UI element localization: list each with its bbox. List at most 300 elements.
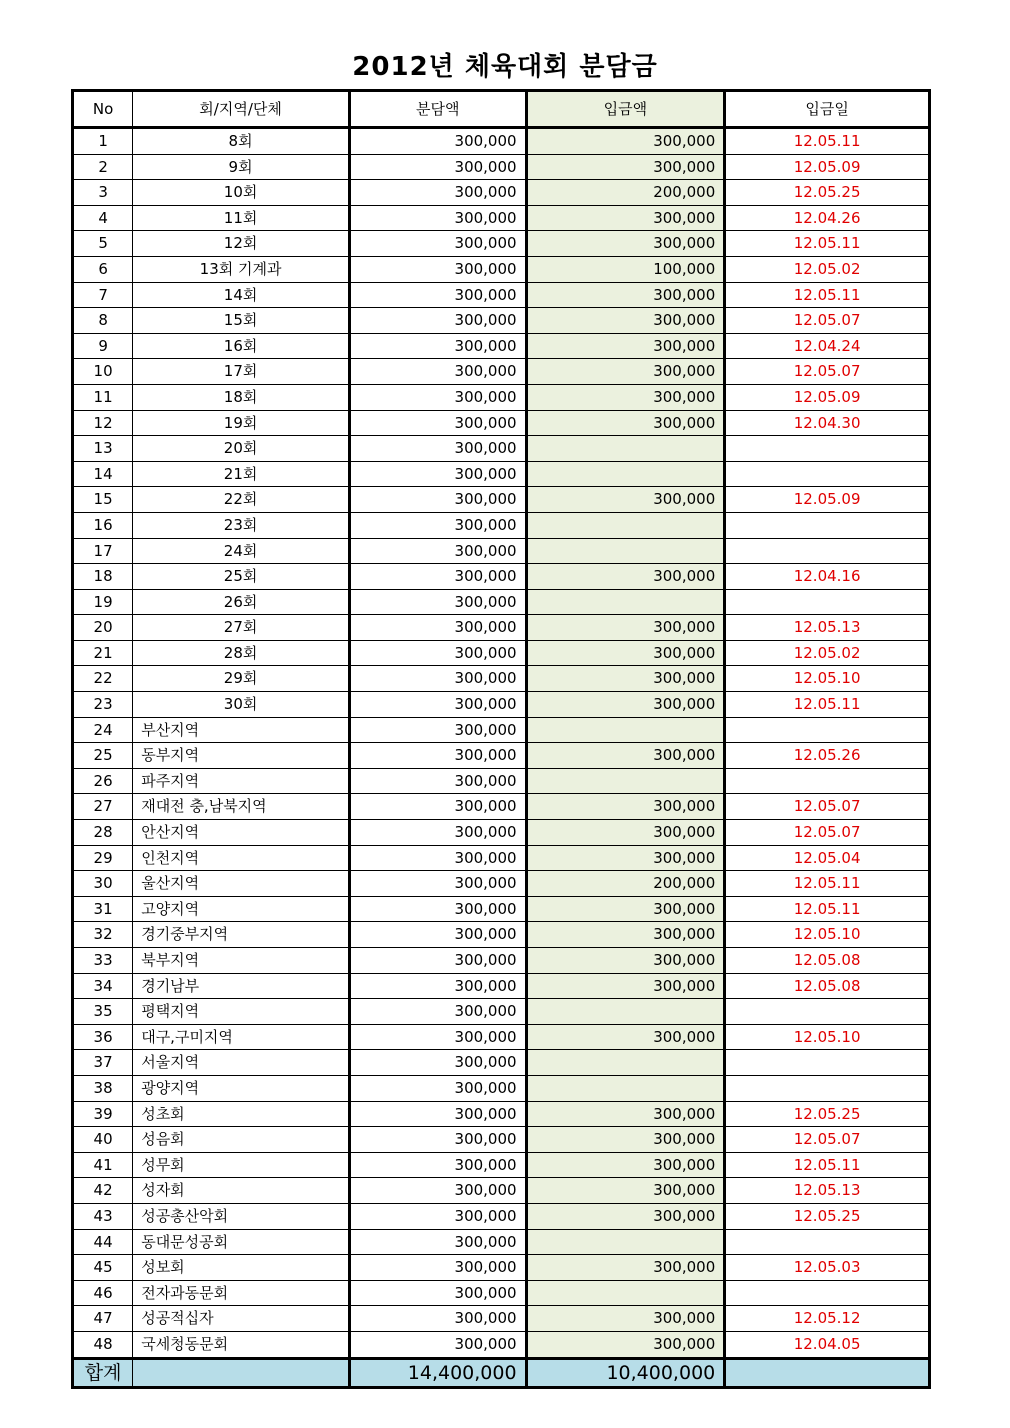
row-share: 300,000 [349, 231, 526, 257]
row-no: 3 [73, 180, 133, 206]
row-no: 34 [73, 973, 133, 999]
row-no: 19 [73, 589, 133, 615]
row-no: 25 [73, 743, 133, 769]
table-row [73, 231, 930, 257]
row-name: 평택지역 [133, 999, 350, 1025]
row-name: 동대문성공회 [133, 1229, 350, 1255]
total-label: 합계 [73, 1358, 133, 1387]
row-paid [526, 1050, 725, 1076]
row-paid: 300,000 [526, 973, 725, 999]
row-name: 21회 [133, 461, 350, 487]
row-share: 300,000 [349, 768, 526, 794]
row-no: 39 [73, 1101, 133, 1127]
row-no: 23 [73, 692, 133, 718]
row-name: 24회 [133, 538, 350, 564]
table-row [73, 743, 930, 769]
row-name: 28회 [133, 640, 350, 666]
row-share: 300,000 [349, 896, 526, 922]
row-no: 18 [73, 564, 133, 590]
row-paid: 300,000 [526, 1306, 725, 1332]
row-name: 인천지역 [133, 845, 350, 871]
row-date: 12.05.13 [725, 615, 930, 641]
row-no: 21 [73, 640, 133, 666]
row-name: 경기중부지역 [133, 922, 350, 948]
row-name: 8회 [133, 128, 350, 155]
row-share: 300,000 [349, 564, 526, 590]
row-date: 12.05.09 [725, 154, 930, 180]
table-row [73, 333, 930, 359]
row-date: 12.05.09 [725, 384, 930, 410]
row-no: 14 [73, 461, 133, 487]
row-date: 12.04.30 [725, 410, 930, 436]
table-row [73, 666, 930, 692]
row-no: 7 [73, 282, 133, 308]
row-share: 300,000 [349, 308, 526, 334]
row-date [725, 999, 930, 1025]
table-row [73, 436, 930, 462]
row-share: 300,000 [349, 717, 526, 743]
row-date: 12.05.10 [725, 1024, 930, 1050]
row-no: 35 [73, 999, 133, 1025]
row-name: 성공총산악회 [133, 1203, 350, 1229]
row-paid [526, 1229, 725, 1255]
row-paid [526, 461, 725, 487]
row-paid: 300,000 [526, 922, 725, 948]
row-name: 서울지역 [133, 1050, 350, 1076]
row-no: 46 [73, 1280, 133, 1306]
row-date: 12.05.26 [725, 743, 930, 769]
row-date [725, 589, 930, 615]
row-name: 22회 [133, 487, 350, 513]
page-title: 2012년 체육대회 분담금 [352, 52, 658, 82]
row-share: 300,000 [349, 410, 526, 436]
table-row [73, 1280, 930, 1306]
row-paid: 300,000 [526, 359, 725, 385]
row-share: 300,000 [349, 256, 526, 282]
total-date-cell [725, 1358, 930, 1387]
row-share: 300,000 [349, 973, 526, 999]
table-row [73, 794, 930, 820]
row-paid: 300,000 [526, 948, 725, 974]
table-row [73, 845, 930, 871]
row-share: 300,000 [349, 461, 526, 487]
row-no: 44 [73, 1229, 133, 1255]
table-row [73, 461, 930, 487]
row-date: 12.04.05 [725, 1331, 930, 1358]
row-share: 300,000 [349, 359, 526, 385]
row-paid: 300,000 [526, 1127, 725, 1153]
row-name: 성공적십자 [133, 1306, 350, 1332]
row-no: 41 [73, 1152, 133, 1178]
row-date: 12.05.11 [725, 231, 930, 257]
table-row [73, 973, 930, 999]
row-no: 13 [73, 436, 133, 462]
row-name: 19회 [133, 410, 350, 436]
table-row [73, 717, 930, 743]
row-share: 300,000 [349, 1280, 526, 1306]
row-paid [526, 512, 725, 538]
row-paid: 100,000 [526, 256, 725, 282]
table-row [73, 410, 930, 436]
row-name: 23회 [133, 512, 350, 538]
row-date [725, 1229, 930, 1255]
row-date: 12.05.07 [725, 359, 930, 385]
row-no: 10 [73, 359, 133, 385]
table-row [73, 282, 930, 308]
row-name: 성보회 [133, 1255, 350, 1281]
row-paid: 200,000 [526, 180, 725, 206]
row-share: 300,000 [349, 845, 526, 871]
row-paid [526, 768, 725, 794]
table-row [73, 871, 930, 897]
total-name-cell [133, 1358, 350, 1387]
row-share: 300,000 [349, 1203, 526, 1229]
row-name: 안산지역 [133, 820, 350, 846]
row-name: 성자회 [133, 1178, 350, 1204]
row-no: 33 [73, 948, 133, 974]
row-paid [526, 538, 725, 564]
total-row [73, 1358, 930, 1387]
row-share: 300,000 [349, 205, 526, 231]
row-date [725, 538, 930, 564]
row-paid: 300,000 [526, 1203, 725, 1229]
table-row [73, 692, 930, 718]
row-paid: 300,000 [526, 1178, 725, 1204]
row-paid: 300,000 [526, 640, 725, 666]
row-share: 300,000 [349, 436, 526, 462]
row-share: 300,000 [349, 487, 526, 513]
row-date: 12.05.02 [725, 256, 930, 282]
row-date: 12.05.11 [725, 692, 930, 718]
row-name: 대구,구미지역 [133, 1024, 350, 1050]
row-no: 32 [73, 922, 133, 948]
row-share: 300,000 [349, 154, 526, 180]
row-date [725, 436, 930, 462]
header-name: 회/지역/단체 [133, 91, 350, 128]
row-name: 광양지역 [133, 1075, 350, 1101]
row-paid [526, 717, 725, 743]
row-no: 36 [73, 1024, 133, 1050]
table-row [73, 384, 930, 410]
header-no: No [73, 91, 133, 128]
row-share: 300,000 [349, 640, 526, 666]
row-name: 성무회 [133, 1152, 350, 1178]
row-date: 12.05.08 [725, 973, 930, 999]
row-name: 17회 [133, 359, 350, 385]
table-row [73, 256, 930, 282]
row-share: 300,000 [349, 1306, 526, 1332]
table-row [73, 999, 930, 1025]
table-row [73, 538, 930, 564]
table-row [73, 128, 930, 155]
row-paid [526, 589, 725, 615]
row-paid: 300,000 [526, 154, 725, 180]
row-share: 300,000 [349, 820, 526, 846]
row-name: 26회 [133, 589, 350, 615]
row-no: 45 [73, 1255, 133, 1281]
row-date: 12.05.02 [725, 640, 930, 666]
row-share: 300,000 [349, 538, 526, 564]
row-date [725, 461, 930, 487]
table-row [73, 205, 930, 231]
row-name: 25회 [133, 564, 350, 590]
row-name: 15회 [133, 308, 350, 334]
row-share: 300,000 [349, 180, 526, 206]
row-paid: 300,000 [526, 282, 725, 308]
row-name: 30회 [133, 692, 350, 718]
row-date: 12.04.16 [725, 564, 930, 590]
total-paid: 10,400,000 [526, 1358, 725, 1387]
row-name: 파주지역 [133, 768, 350, 794]
row-paid: 300,000 [526, 1331, 725, 1358]
row-share: 300,000 [349, 1229, 526, 1255]
row-name: 전자과동문회 [133, 1280, 350, 1306]
row-date: 12.05.11 [725, 128, 930, 155]
row-share: 300,000 [349, 615, 526, 641]
row-share: 300,000 [349, 282, 526, 308]
row-date: 12.05.08 [725, 948, 930, 974]
row-no: 1 [73, 128, 133, 155]
row-no: 2 [73, 154, 133, 180]
row-no: 15 [73, 487, 133, 513]
row-paid: 300,000 [526, 487, 725, 513]
row-date: 12.05.07 [725, 794, 930, 820]
row-share: 300,000 [349, 333, 526, 359]
table-row [73, 487, 930, 513]
row-paid: 300,000 [526, 1101, 725, 1127]
row-no: 37 [73, 1050, 133, 1076]
row-no: 24 [73, 717, 133, 743]
table-row [73, 1331, 930, 1358]
table-row [73, 1101, 930, 1127]
table-row [73, 615, 930, 641]
row-date [725, 717, 930, 743]
row-name: 재대전 충,남북지역 [133, 794, 350, 820]
row-paid: 200,000 [526, 871, 725, 897]
row-name: 울산지역 [133, 871, 350, 897]
row-no: 29 [73, 845, 133, 871]
row-no: 17 [73, 538, 133, 564]
row-share: 300,000 [349, 948, 526, 974]
row-share: 300,000 [349, 1331, 526, 1358]
row-paid: 300,000 [526, 1024, 725, 1050]
row-share: 300,000 [349, 1127, 526, 1153]
row-share: 300,000 [349, 1075, 526, 1101]
row-no: 11 [73, 384, 133, 410]
row-paid [526, 1280, 725, 1306]
row-date [725, 1280, 930, 1306]
row-no: 4 [73, 205, 133, 231]
row-date [725, 1050, 930, 1076]
row-share: 300,000 [349, 666, 526, 692]
row-date: 12.05.25 [725, 1101, 930, 1127]
contribution-table [71, 89, 931, 1389]
table-row [73, 948, 930, 974]
row-name: 29회 [133, 666, 350, 692]
row-name: 10회 [133, 180, 350, 206]
row-date: 12.05.25 [725, 180, 930, 206]
table-row [73, 1152, 930, 1178]
table-row [73, 1255, 930, 1281]
row-no: 8 [73, 308, 133, 334]
row-date: 12.05.07 [725, 820, 930, 846]
row-share: 300,000 [349, 1152, 526, 1178]
row-share: 300,000 [349, 589, 526, 615]
row-paid: 300,000 [526, 231, 725, 257]
row-name: 국세청동문회 [133, 1331, 350, 1358]
row-no: 31 [73, 896, 133, 922]
total-share: 14,400,000 [349, 1358, 526, 1387]
row-no: 26 [73, 768, 133, 794]
table-row [73, 768, 930, 794]
row-date: 12.05.07 [725, 308, 930, 334]
row-name: 13회 기계과 [133, 256, 350, 282]
row-no: 20 [73, 615, 133, 641]
row-date: 12.05.13 [725, 1178, 930, 1204]
row-paid: 300,000 [526, 308, 725, 334]
row-name: 16회 [133, 333, 350, 359]
row-paid: 300,000 [526, 820, 725, 846]
row-paid: 300,000 [526, 1255, 725, 1281]
row-share: 300,000 [349, 1024, 526, 1050]
table-row [73, 589, 930, 615]
row-date: 12.05.07 [725, 1127, 930, 1153]
row-date: 12.05.10 [725, 666, 930, 692]
row-paid [526, 436, 725, 462]
table-row [73, 512, 930, 538]
row-date: 12.05.25 [725, 1203, 930, 1229]
row-name: 성음회 [133, 1127, 350, 1153]
table-row [73, 922, 930, 948]
header-date: 입금일 [725, 91, 930, 128]
row-date: 12.05.04 [725, 845, 930, 871]
row-no: 12 [73, 410, 133, 436]
row-name: 성초회 [133, 1101, 350, 1127]
table-row [73, 1075, 930, 1101]
table-row [73, 564, 930, 590]
row-no: 30 [73, 871, 133, 897]
row-paid [526, 1075, 725, 1101]
table-row [73, 1306, 930, 1332]
row-date: 12.04.26 [725, 205, 930, 231]
row-date: 12.05.03 [725, 1255, 930, 1281]
row-date: 12.05.11 [725, 282, 930, 308]
table-row [73, 1050, 930, 1076]
row-name: 9회 [133, 154, 350, 180]
table-body [73, 128, 930, 1359]
row-date: 12.05.12 [725, 1306, 930, 1332]
row-paid: 300,000 [526, 896, 725, 922]
row-share: 300,000 [349, 871, 526, 897]
row-paid: 300,000 [526, 692, 725, 718]
row-share: 300,000 [349, 512, 526, 538]
row-paid: 300,000 [526, 1152, 725, 1178]
row-no: 42 [73, 1178, 133, 1204]
row-paid: 300,000 [526, 845, 725, 871]
row-date [725, 768, 930, 794]
row-name: 부산지역 [133, 717, 350, 743]
table-row [73, 154, 930, 180]
row-share: 300,000 [349, 794, 526, 820]
row-name: 18회 [133, 384, 350, 410]
row-date: 12.05.11 [725, 896, 930, 922]
row-share: 300,000 [349, 922, 526, 948]
row-no: 16 [73, 512, 133, 538]
row-no: 27 [73, 794, 133, 820]
row-date: 12.05.11 [725, 1152, 930, 1178]
row-paid: 300,000 [526, 615, 725, 641]
row-date: 12.05.11 [725, 871, 930, 897]
row-no: 22 [73, 666, 133, 692]
table-row [73, 1229, 930, 1255]
row-no: 9 [73, 333, 133, 359]
row-no: 38 [73, 1075, 133, 1101]
row-share: 300,000 [349, 1178, 526, 1204]
row-share: 300,000 [349, 128, 526, 155]
row-name: 고양지역 [133, 896, 350, 922]
row-paid [526, 999, 725, 1025]
row-paid: 300,000 [526, 333, 725, 359]
table-row [73, 1024, 930, 1050]
row-date: 12.05.09 [725, 487, 930, 513]
row-date: 12.04.24 [725, 333, 930, 359]
row-paid: 300,000 [526, 384, 725, 410]
table-row [73, 1203, 930, 1229]
table-row [73, 308, 930, 334]
row-date: 12.05.10 [725, 922, 930, 948]
row-paid: 300,000 [526, 205, 725, 231]
table-row [73, 359, 930, 385]
row-name: 경기남부 [133, 973, 350, 999]
row-paid: 300,000 [526, 743, 725, 769]
row-name: 14회 [133, 282, 350, 308]
table-row [73, 896, 930, 922]
header-row [73, 91, 930, 128]
header-paid: 입금액 [526, 91, 725, 128]
row-no: 5 [73, 231, 133, 257]
row-name: 북부지역 [133, 948, 350, 974]
row-share: 300,000 [349, 1255, 526, 1281]
row-no: 48 [73, 1331, 133, 1358]
row-paid: 300,000 [526, 564, 725, 590]
row-date [725, 512, 930, 538]
table-row [73, 820, 930, 846]
row-paid: 300,000 [526, 128, 725, 155]
row-share: 300,000 [349, 1050, 526, 1076]
row-paid: 300,000 [526, 666, 725, 692]
table-row [73, 640, 930, 666]
row-no: 47 [73, 1306, 133, 1332]
row-paid: 300,000 [526, 410, 725, 436]
table-row [73, 180, 930, 206]
row-paid: 300,000 [526, 794, 725, 820]
row-no: 6 [73, 256, 133, 282]
row-share: 300,000 [349, 692, 526, 718]
table-row [73, 1178, 930, 1204]
row-name: 27회 [133, 615, 350, 641]
row-share: 300,000 [349, 743, 526, 769]
row-name: 12회 [133, 231, 350, 257]
row-name: 동부지역 [133, 743, 350, 769]
header-share: 분담액 [349, 91, 526, 128]
row-no: 43 [73, 1203, 133, 1229]
row-share: 300,000 [349, 384, 526, 410]
row-name: 11회 [133, 205, 350, 231]
table-row [73, 1127, 930, 1153]
row-no: 40 [73, 1127, 133, 1153]
row-name: 20회 [133, 436, 350, 462]
row-no: 28 [73, 820, 133, 846]
